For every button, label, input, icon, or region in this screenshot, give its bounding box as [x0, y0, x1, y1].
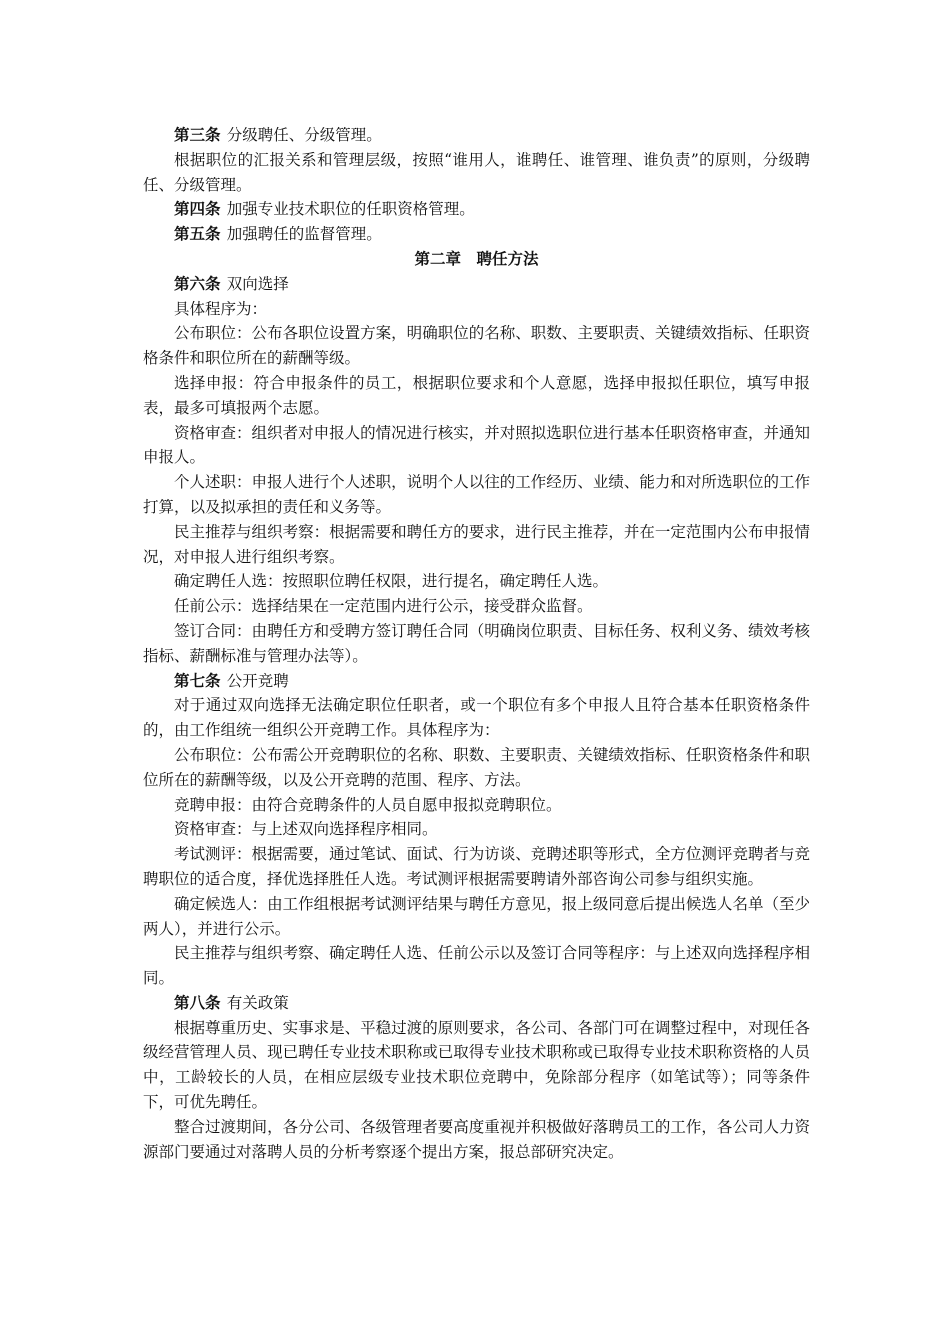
article-heading — [143, 222, 810, 247]
article-title: 加强专业技术职位的任职资格管理。 — [226, 200, 475, 219]
article-label: 第三条 — [174, 125, 221, 144]
article-label: 第四条 — [174, 199, 221, 219]
body-paragraph: 竞聘申报：由符合竞聘条件的人员自愿申报拟竞聘职位。 — [174, 795, 562, 814]
body-paragraph: 选择申报：符合申报条件的员工，根据职位要求和个人意愿，选择申报拟任职位，填写申报表，最多可填报两个志愿。 — [143, 373, 810, 417]
chapter-heading — [143, 247, 810, 272]
body-paragraph: 公布职位：公布各职位设置方案，明确职位的名称、职数、主要职责、关键绩效指标、任职资格条件和职位所在的薪酬等级。 — [143, 324, 810, 368]
body-paragraph: 确定聘任人选：按照职位聘任权限，进行提名，确定聘任人选。 — [174, 572, 609, 591]
article-label: 第五条 — [174, 224, 221, 244]
body-paragraph: 具体程序为： — [174, 299, 268, 318]
article-heading — [143, 669, 810, 694]
article-title: 加强聘任的监督管理。 — [226, 225, 382, 244]
article-label: 第七条 — [174, 670, 221, 690]
body-paragraph: 根据尊重历史、实事求是、平稳过渡的原则要求，各公司、各部门可在调整过程中，对现任各级经营管理人员、现已聘任专业技术职称或已取得专业技术职称或已取得专业技术职称资格的人员中，工龄较长的人员，在相应层级专业技术职位竞聘中，免除部分程序（如笔试等）；同等条件下，可优先聘任。 — [143, 1018, 810, 1112]
body-paragraph: 根据职位的汇报关系和管理层级，按照“谁用人，谁聘任、谁管理、谁负责”的原则，分级聘任、分级管理。 — [143, 150, 810, 194]
body-paragraph: 签订合同：由聘任方和受聘方签订聘任合同（明确岗位职责、目标任务、权利义务、绩效考核指标、薪酬标准与管理办法等）。 — [143, 621, 810, 665]
article-label: 第六条 — [174, 273, 221, 293]
document-page — [143, 123, 810, 1164]
body-paragraph: 任前公示：选择结果在一定范围内进行公示，接受群众监督。 — [174, 597, 593, 616]
article-title: 分级聘任、分级管理。 — [226, 126, 382, 144]
article-heading — [143, 272, 810, 297]
article-title: 有关政策 — [226, 993, 289, 1012]
article-label: 第八条 — [174, 992, 221, 1012]
article-heading — [143, 123, 810, 148]
body-paragraph: 民主推荐与组织考察：根据需要和聘任方的要求，进行民主推荐，并在一定范围内公布申报情况，对申报人进行组织考察。 — [143, 522, 810, 566]
body-paragraph: 资格审查：与上述双向选择程序相同。 — [174, 820, 438, 839]
article-heading — [143, 197, 810, 222]
chapter-label: 第二章 — [414, 248, 461, 268]
article-heading — [143, 991, 810, 1016]
body-paragraph: 资格审查：组织者对申报人的情况进行核实，并对照拟选职位进行基本任职资格审查，并通知申报人。 — [143, 423, 810, 467]
body-paragraph: 民主推荐与组织考察、确定聘任人选、任前公示以及签订合同等程序：与上述双向选择程序相同。 — [143, 944, 810, 988]
body-paragraph: 个人述职：申报人进行个人述职，说明个人以往的工作经历、业绩、能力和对所选职位的工作打算，以及拟承担的责任和义务等。 — [143, 473, 810, 516]
body-paragraph: 确定候选人：由工作组根据考试测评结果与聘任方意见，报上级同意后提出候选人名单（至少两人），并进行公示。 — [143, 894, 810, 938]
body-paragraph: 整合过渡期间，各分公司、各级管理者要高度重视并积极做好落聘员工的工作，各公司人力资源部门要通过对落聘人员的分析考察逐个提出方案，报总部研究决定。 — [143, 1117, 810, 1161]
chapter-title: 聘任方法 — [476, 248, 539, 268]
article-title: 双向选择 — [226, 274, 289, 293]
body-paragraph: 对于通过双向选择无法确定职位任职者，或一个职位有多个申报人且符合基本任职资格条件的，由工作组统一组织公开竞聘工作。具体程序为： — [143, 696, 810, 740]
article-title: 公开竞聘 — [226, 671, 289, 690]
body-paragraph: 公布职位：公布需公开竞聘职位的名称、职数、主要职责、关键绩效指标、任职资格条件和职位所在的薪酬等级，以及公开竞聘的范围、程序、方法。 — [143, 745, 810, 789]
body-paragraph: 考试测评：根据需要，通过笔试、面试、行为访谈、竞聘述职等形式，全方位测评竞聘者与竞聘职位的适合度，择优选择胜任人选。考试测评根据需要聘请外部咨询公司参与组织实施。 — [143, 845, 810, 888]
